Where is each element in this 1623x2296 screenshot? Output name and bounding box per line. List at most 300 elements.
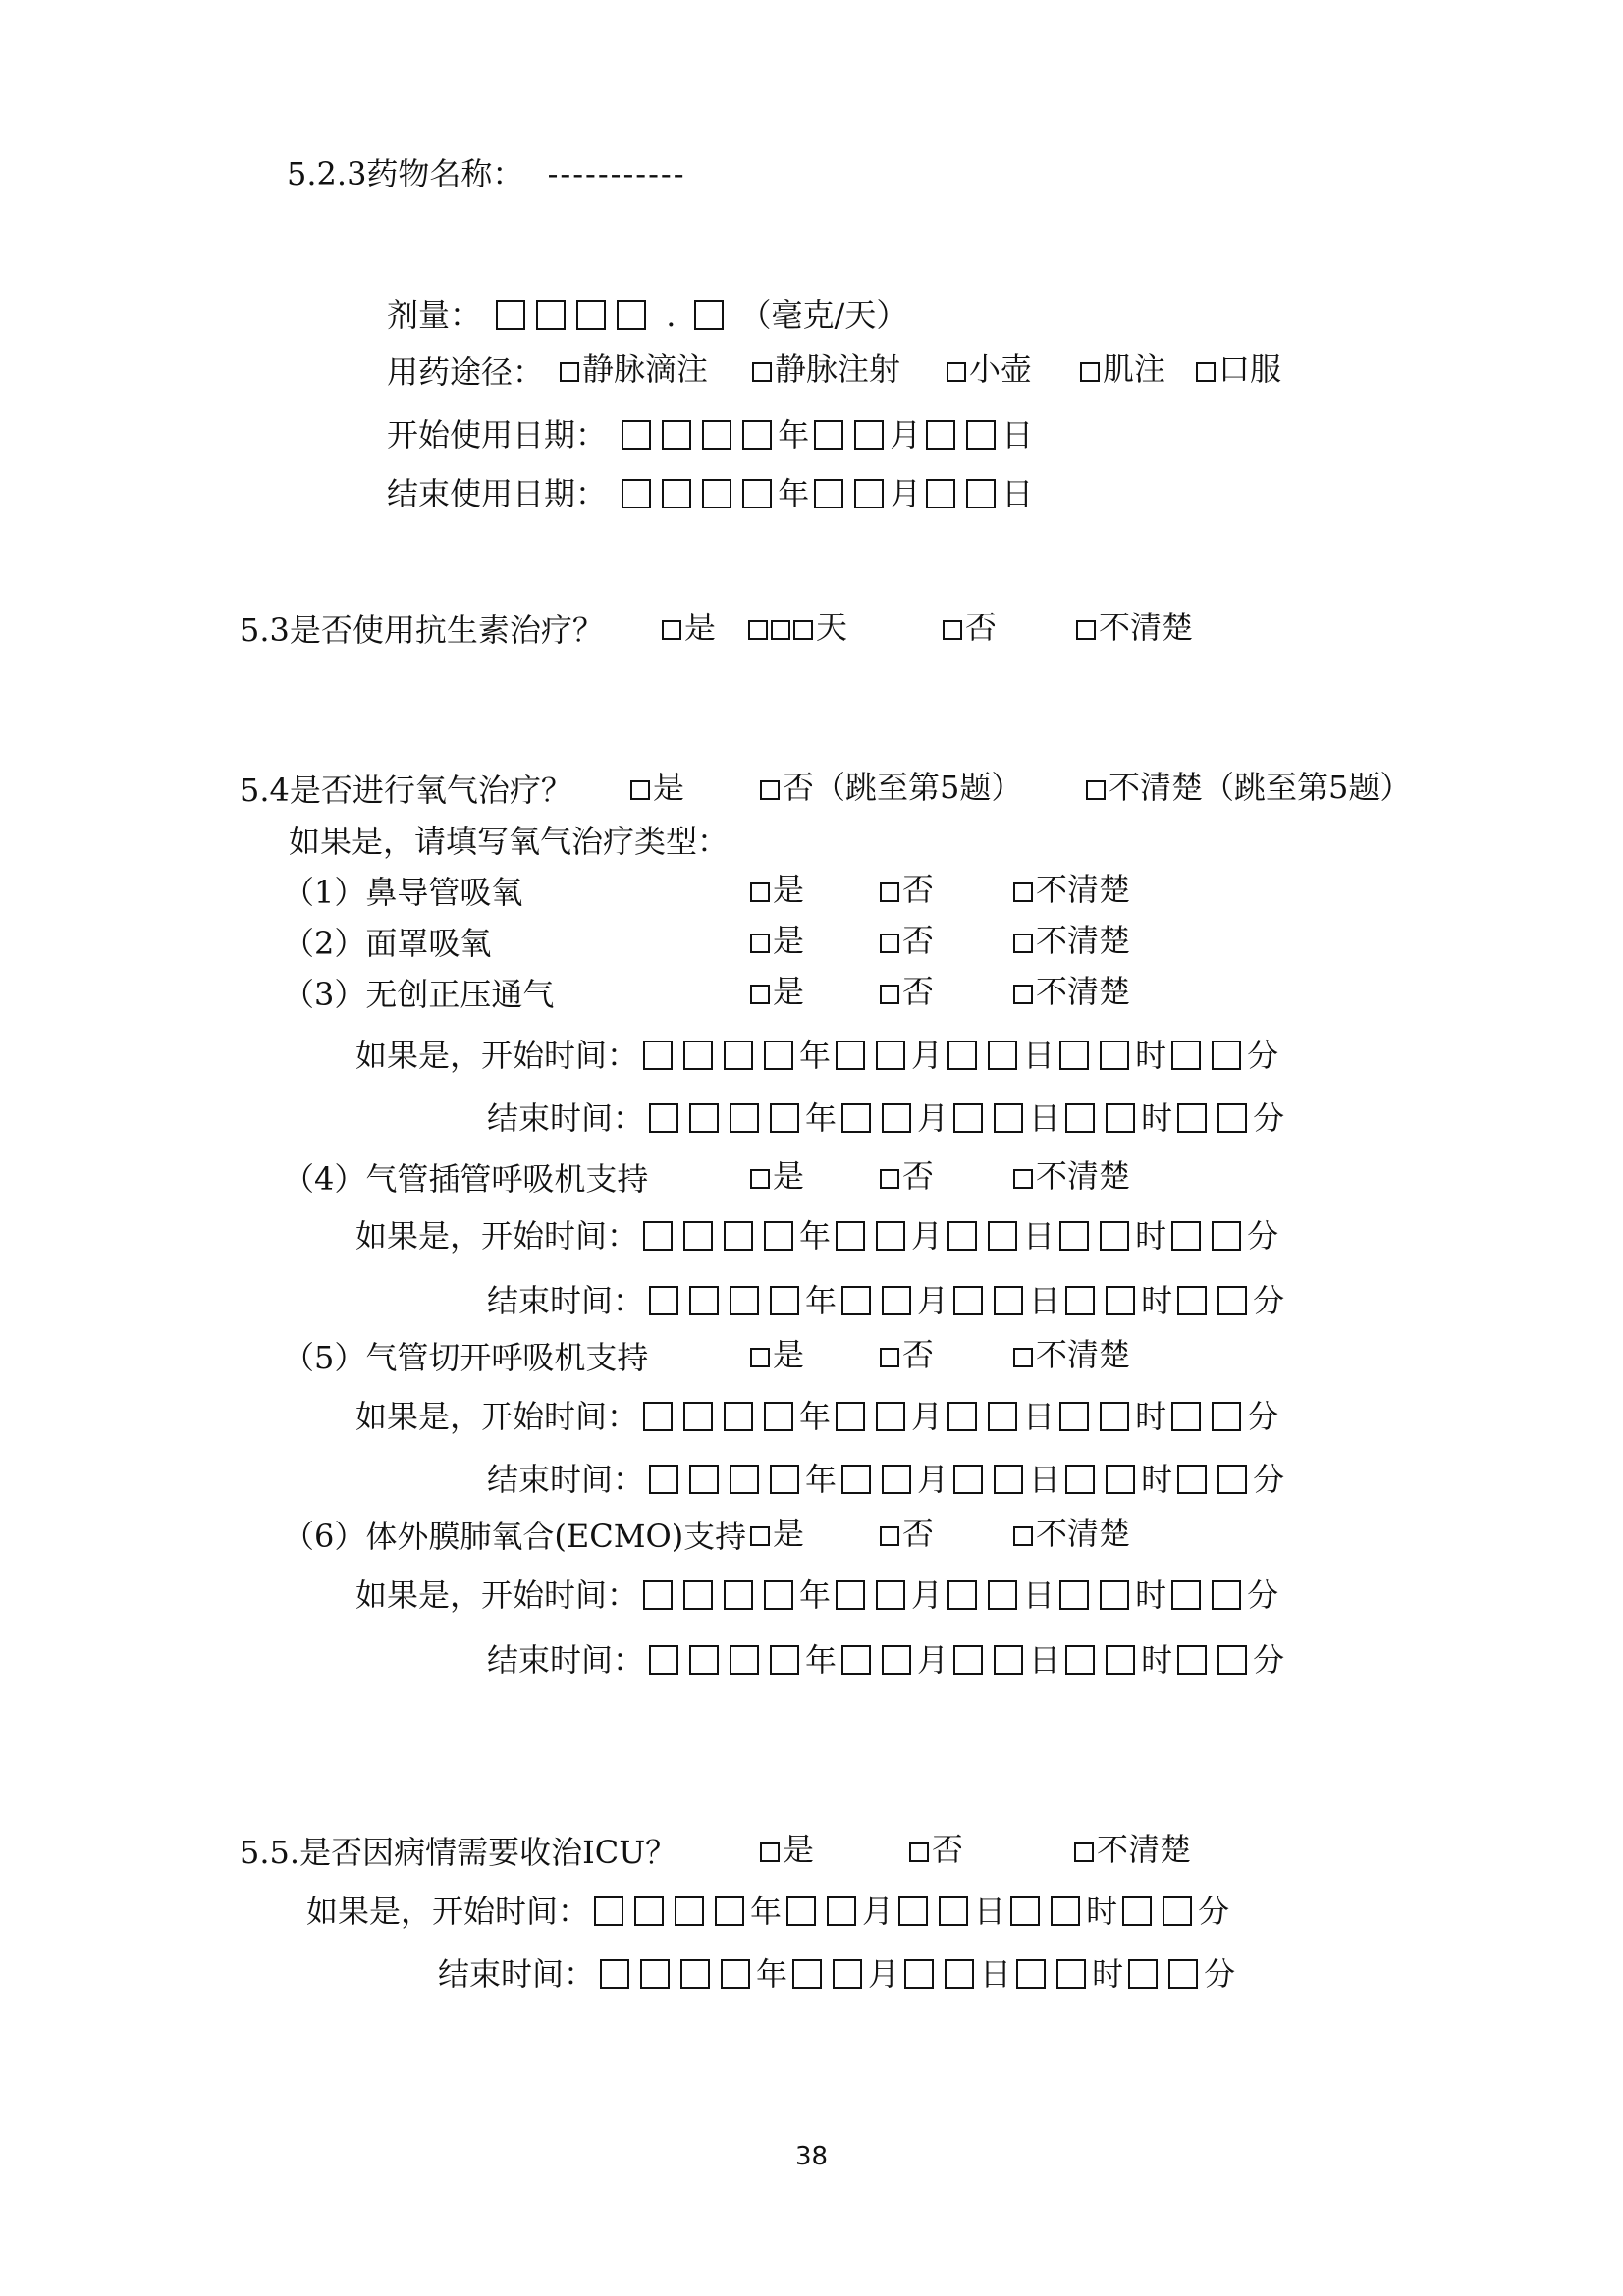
month-box[interactable] — [882, 1103, 911, 1133]
minute-unit: 分 — [1247, 1216, 1279, 1255]
year-unit: 年 — [778, 415, 810, 454]
dose-label: 剂量： — [387, 295, 482, 334]
year-box[interactable] — [724, 1580, 753, 1610]
month-box[interactable] — [792, 1959, 822, 1989]
hour-box[interactable] — [1016, 1959, 1046, 1989]
checkbox[interactable] — [880, 1169, 899, 1189]
year-box[interactable] — [764, 1221, 793, 1251]
minute-box[interactable] — [1217, 1465, 1247, 1494]
dose-digit-box[interactable] — [536, 300, 566, 330]
year-box[interactable] — [764, 1402, 793, 1431]
hour-unit: 时 — [1135, 1397, 1167, 1435]
minute-box[interactable] — [1177, 1103, 1207, 1133]
minute-box[interactable] — [1163, 1896, 1192, 1926]
minute-box[interactable] — [1171, 1402, 1201, 1431]
year-box[interactable] — [721, 1959, 750, 1989]
hour-box[interactable] — [1059, 1402, 1089, 1431]
time-label: 如果是，开始时间： — [306, 1892, 590, 1930]
route-option-small-pot[interactable]: 小壶 — [947, 349, 1032, 389]
oxygen-end-time-row — [487, 1457, 1284, 1499]
hour-box[interactable] — [1010, 1896, 1040, 1926]
year-box[interactable] — [683, 1402, 713, 1431]
year-box[interactable] — [730, 1286, 759, 1315]
checkbox[interactable] — [880, 985, 899, 1004]
route-option-iv-injection[interactable]: 静脉注射 — [752, 349, 900, 389]
time-label: 如果是，开始时间： — [355, 1216, 639, 1255]
checkbox[interactable] — [1013, 1348, 1033, 1367]
day-unit: 日 — [1001, 474, 1034, 512]
checkbox[interactable] — [1074, 1842, 1094, 1862]
year-box[interactable] — [724, 1221, 753, 1251]
minute-box[interactable] — [1217, 1286, 1247, 1315]
checkbox[interactable] — [909, 1842, 929, 1862]
checkbox[interactable] — [943, 620, 962, 640]
oxygen-type-no-option[interactable]: 否 — [880, 921, 934, 960]
year-box[interactable] — [683, 1580, 713, 1610]
checkbox[interactable] — [1086, 780, 1106, 800]
checkbox[interactable] — [1013, 934, 1033, 953]
year-unit: 年 — [799, 1575, 832, 1614]
oxygen-type-label: （5）气管切开呼吸机支持 — [283, 1338, 649, 1376]
year-unit: 年 — [750, 1892, 783, 1930]
drug-name-row — [287, 151, 686, 193]
day-box[interactable] — [966, 479, 996, 508]
checkbox[interactable] — [1196, 362, 1216, 382]
day-unit: 日 — [1023, 1036, 1055, 1074]
month-box[interactable] — [841, 1645, 871, 1675]
oxygen-type-label: （4）气管插管呼吸机支持 — [283, 1159, 649, 1198]
month-box[interactable] — [814, 479, 843, 508]
minute-box[interactable] — [1171, 1221, 1201, 1251]
oxygen-end-time-row — [487, 1278, 1284, 1320]
antibiotics-question: 5.3是否使用抗生素治疗？ — [240, 611, 604, 649]
month-box[interactable] — [876, 1402, 905, 1431]
day-box[interactable] — [926, 420, 955, 450]
day-box[interactable] — [947, 1221, 977, 1251]
oxygen-type-yes-option[interactable]: 是 — [750, 921, 804, 960]
hour-unit: 时 — [1141, 1640, 1173, 1679]
year-unit: 年 — [799, 1216, 832, 1255]
hour-box[interactable] — [1100, 1221, 1129, 1251]
year-unit: 年 — [805, 1640, 838, 1679]
dose-digit-box[interactable] — [576, 300, 606, 330]
minute-box[interactable] — [1217, 1645, 1247, 1675]
minute-box[interactable] — [1212, 1041, 1241, 1070]
oxygen-yes-option[interactable]: 是 — [630, 768, 684, 807]
oxygen-type-no-option[interactable]: 否 — [880, 1335, 934, 1374]
days-unit: 天 — [816, 609, 848, 646]
minute-box[interactable] — [1212, 1402, 1241, 1431]
month-box[interactable] — [882, 1645, 911, 1675]
checkbox[interactable] — [880, 934, 899, 953]
minute-box[interactable] — [1177, 1286, 1207, 1315]
day-unit: 日 — [1029, 1281, 1061, 1319]
oxygen-start-time-row — [355, 1213, 1278, 1255]
checkbox[interactable] — [760, 780, 780, 800]
hour-box[interactable] — [1065, 1286, 1095, 1315]
time-label: 结束时间： — [438, 1954, 596, 1993]
dose-unit: （毫克/天） — [739, 295, 908, 334]
oxygen-end-time-row — [487, 1095, 1284, 1138]
oxygen-type-unclear-option[interactable]: 不清楚 — [1013, 1514, 1130, 1553]
oxygen-type-yes-option[interactable]: 是 — [750, 870, 804, 909]
year-box[interactable] — [742, 420, 772, 450]
day-unit: 日 — [1029, 1098, 1061, 1137]
hour-unit: 时 — [1092, 1954, 1124, 1993]
checkbox[interactable] — [750, 1526, 770, 1546]
year-box[interactable] — [643, 1041, 673, 1070]
month-box[interactable] — [814, 420, 843, 450]
oxygen-type-no-option[interactable]: 否 — [880, 972, 934, 1011]
year-box[interactable] — [640, 1959, 670, 1989]
antibiotics-days-field[interactable] — [748, 608, 847, 647]
day-box[interactable] — [994, 1645, 1023, 1675]
year-box[interactable] — [662, 420, 691, 450]
year-unit: 年 — [805, 1460, 838, 1498]
month-box[interactable] — [882, 1465, 911, 1494]
year-box[interactable] — [622, 420, 651, 450]
day-unit: 日 — [1001, 415, 1034, 454]
checkbox[interactable] — [630, 780, 650, 800]
year-box[interactable] — [649, 1103, 678, 1133]
oxygen-type-yes-option[interactable]: 是 — [750, 1335, 804, 1374]
checkbox[interactable] — [750, 1348, 770, 1367]
day-unit: 日 — [980, 1954, 1012, 1993]
minute-box[interactable] — [1177, 1645, 1207, 1675]
minute-unit: 分 — [1253, 1281, 1285, 1319]
route-option-iv-drip[interactable]: 静脉滴注 — [560, 349, 708, 389]
month-box[interactable] — [876, 1221, 905, 1251]
hour-box[interactable] — [1100, 1580, 1129, 1610]
year-box[interactable] — [662, 479, 691, 508]
year-box[interactable] — [634, 1896, 664, 1926]
checkbox[interactable] — [560, 362, 579, 382]
year-box[interactable] — [689, 1286, 719, 1315]
month-unit: 月 — [890, 415, 922, 454]
day-box[interactable] — [953, 1103, 983, 1133]
day-box[interactable] — [947, 1041, 977, 1070]
checkbox[interactable] — [1013, 1526, 1033, 1546]
checkbox[interactable] — [880, 1348, 899, 1367]
month-box[interactable] — [854, 479, 884, 508]
minute-box[interactable] — [1212, 1580, 1241, 1610]
year-box[interactable] — [742, 479, 772, 508]
month-unit: 月 — [917, 1098, 949, 1137]
month-box[interactable] — [876, 1041, 905, 1070]
checkbox[interactable] — [752, 362, 772, 382]
checkbox[interactable] — [1013, 985, 1033, 1004]
oxygen-type-no-option[interactable]: 否 — [880, 870, 934, 909]
drug-start-date-label: 开始使用日期： — [387, 415, 608, 454]
year-box[interactable] — [702, 479, 731, 508]
hour-box[interactable] — [1059, 1041, 1089, 1070]
month-box[interactable] — [833, 1959, 862, 1989]
hour-box[interactable] — [1100, 1041, 1129, 1070]
year-box[interactable] — [622, 479, 651, 508]
day-box[interactable] — [994, 1465, 1023, 1494]
oxygen-type-instruction: 如果是，请填写氧气治疗类型： — [289, 822, 730, 860]
hour-box[interactable] — [1106, 1286, 1135, 1315]
day-unit: 日 — [1029, 1460, 1061, 1498]
minute-box[interactable] — [1171, 1041, 1201, 1070]
year-unit: 年 — [805, 1281, 838, 1319]
hour-box[interactable] — [1059, 1580, 1089, 1610]
year-box[interactable] — [764, 1580, 793, 1610]
oxygen-type-no-option[interactable]: 否 — [880, 1514, 934, 1553]
year-box[interactable] — [724, 1041, 753, 1070]
year-box[interactable] — [649, 1465, 678, 1494]
oxygen-type-no-option[interactable]: 否 — [880, 1156, 934, 1196]
icu-row — [240, 1830, 1192, 1872]
month-unit: 月 — [911, 1036, 944, 1074]
year-box[interactable] — [689, 1645, 719, 1675]
year-box[interactable] — [689, 1465, 719, 1494]
oxygen-start-time-row — [355, 1033, 1278, 1075]
oxygen-type-unclear-option[interactable]: 不清楚 — [1013, 1335, 1130, 1374]
oxygen-type-item — [283, 1156, 1131, 1199]
dose-digit-box[interactable] — [496, 300, 525, 330]
day-box[interactable] — [953, 1286, 983, 1315]
year-box[interactable] — [600, 1959, 629, 1989]
day-box[interactable] — [953, 1645, 983, 1675]
hour-box[interactable] — [1051, 1896, 1080, 1926]
hour-box[interactable] — [1065, 1645, 1095, 1675]
minute-box[interactable] — [1168, 1959, 1198, 1989]
icu-no-option[interactable]: 否 — [909, 1830, 963, 1869]
year-box[interactable] — [649, 1286, 678, 1315]
year-box[interactable] — [643, 1580, 673, 1610]
minute-box[interactable] — [1171, 1580, 1201, 1610]
minute-unit: 分 — [1204, 1954, 1236, 1993]
year-unit: 年 — [799, 1036, 832, 1074]
antibiotics-no-option[interactable]: 否 — [943, 608, 997, 647]
checkbox[interactable] — [750, 934, 770, 953]
year-box[interactable] — [764, 1041, 793, 1070]
year-box[interactable] — [730, 1645, 759, 1675]
hour-box[interactable] — [1106, 1103, 1135, 1133]
day-box[interactable] — [994, 1286, 1023, 1315]
hour-box[interactable] — [1106, 1645, 1135, 1675]
time-label: 结束时间： — [487, 1098, 645, 1137]
oxygen-end-time-row — [487, 1637, 1284, 1680]
hour-unit: 时 — [1135, 1036, 1167, 1074]
oxygen-type-unclear-option[interactable]: 不清楚 — [1013, 921, 1130, 960]
drug-start-date-row — [387, 412, 1033, 454]
checkbox[interactable] — [1013, 1169, 1033, 1189]
oxygen-type-unclear-option[interactable]: 不清楚 — [1013, 972, 1130, 1011]
day-box[interactable] — [988, 1221, 1017, 1251]
oxygen-type-unclear-option[interactable]: 不清楚 — [1013, 1156, 1130, 1196]
minute-unit: 分 — [1253, 1640, 1285, 1679]
icu-end-time-row — [438, 1951, 1235, 1994]
oxygen-type-item — [283, 1335, 1131, 1377]
year-box[interactable] — [730, 1103, 759, 1133]
checkbox[interactable] — [750, 1169, 770, 1189]
oxygen-type-yes-option[interactable]: 是 — [750, 972, 804, 1011]
oxygen-type-label: （6）体外膜肺氧合(ECMO)支持 — [283, 1517, 747, 1555]
year-box[interactable] — [715, 1896, 744, 1926]
hour-unit: 时 — [1141, 1281, 1173, 1319]
year-unit: 年 — [799, 1397, 832, 1435]
year-box[interactable] — [770, 1645, 799, 1675]
year-box[interactable] — [675, 1896, 704, 1926]
day-digit-box[interactable] — [771, 620, 790, 640]
year-box[interactable] — [683, 1041, 713, 1070]
day-digit-box[interactable] — [793, 620, 813, 640]
checkbox[interactable] — [947, 362, 966, 382]
hour-box[interactable] — [1056, 1959, 1086, 1989]
month-box[interactable] — [882, 1286, 911, 1315]
year-unit: 年 — [778, 474, 810, 512]
minute-unit: 分 — [1247, 1397, 1279, 1435]
dose-digit-box[interactable] — [617, 300, 646, 330]
minute-box[interactable] — [1122, 1896, 1152, 1926]
icu-yes-option[interactable]: 是 — [760, 1830, 814, 1869]
year-box[interactable] — [702, 420, 731, 450]
day-box[interactable] — [953, 1465, 983, 1494]
oxygen-type-label: （2）面罩吸氧 — [283, 924, 492, 962]
time-label: 结束时间： — [487, 1281, 645, 1319]
month-box[interactable] — [854, 420, 884, 450]
drug-end-date-row — [387, 471, 1033, 513]
day-box[interactable] — [947, 1402, 977, 1431]
hour-unit: 时 — [1141, 1460, 1173, 1498]
drug-name-blank[interactable]: ----------- — [547, 154, 686, 192]
oxygen-type-item — [283, 1514, 1131, 1556]
year-box[interactable] — [770, 1465, 799, 1494]
checkbox[interactable] — [750, 882, 770, 902]
antibiotics-unclear-option[interactable]: 不清楚 — [1076, 608, 1193, 647]
route-option-oral[interactable]: 口服 — [1196, 349, 1281, 389]
route-row — [387, 349, 1282, 392]
year-box[interactable] — [594, 1896, 623, 1926]
oxygen-type-item — [283, 921, 1131, 963]
day-unit: 日 — [1023, 1397, 1055, 1435]
month-unit: 月 — [917, 1640, 949, 1679]
oxygen-unclear-option[interactable]: 不清楚（跳至第5题） — [1086, 768, 1411, 807]
month-box[interactable] — [836, 1221, 865, 1251]
hour-box[interactable] — [1065, 1103, 1095, 1133]
oxygen-therapy-question: 5.4是否进行氧气治疗？ — [240, 771, 572, 809]
year-box[interactable] — [724, 1402, 753, 1431]
hour-unit: 时 — [1086, 1892, 1118, 1930]
hour-box[interactable] — [1106, 1465, 1135, 1494]
time-label: 结束时间： — [487, 1640, 645, 1679]
day-box[interactable] — [898, 1896, 928, 1926]
day-box[interactable] — [966, 420, 996, 450]
month-unit: 月 — [890, 474, 922, 512]
oxygen-start-time-row — [355, 1573, 1278, 1615]
day-box[interactable] — [939, 1896, 968, 1926]
drug-name-label: 5.2.3药物名称： — [287, 154, 524, 192]
month-box[interactable] — [836, 1041, 865, 1070]
year-box[interactable] — [643, 1221, 673, 1251]
oxygen-no-option[interactable]: 否（跳至第5题） — [760, 768, 1022, 807]
year-box[interactable] — [770, 1103, 799, 1133]
year-box[interactable] — [689, 1103, 719, 1133]
month-box[interactable] — [841, 1103, 871, 1133]
time-label: 如果是，开始时间： — [355, 1036, 639, 1074]
checkbox[interactable] — [760, 1842, 780, 1862]
day-digit-box[interactable] — [748, 620, 768, 640]
day-box[interactable] — [945, 1959, 974, 1989]
minute-unit: 分 — [1253, 1460, 1285, 1498]
year-box[interactable] — [730, 1465, 759, 1494]
checkbox[interactable] — [662, 620, 681, 640]
day-box[interactable] — [988, 1580, 1017, 1610]
year-box[interactable] — [643, 1402, 673, 1431]
minute-unit: 分 — [1253, 1098, 1285, 1137]
minute-box[interactable] — [1177, 1465, 1207, 1494]
route-label: 用药途径： — [387, 352, 545, 391]
hour-unit: 时 — [1135, 1216, 1167, 1255]
day-box[interactable] — [994, 1103, 1023, 1133]
month-box[interactable] — [841, 1286, 871, 1315]
minute-box[interactable] — [1217, 1103, 1247, 1133]
day-box[interactable] — [904, 1959, 934, 1989]
oxygen-start-time-row — [355, 1394, 1278, 1436]
dose-row — [387, 293, 907, 335]
oxygen-type-yes-option[interactable]: 是 — [750, 1156, 804, 1196]
dose-digit-box[interactable] — [694, 300, 724, 330]
minute-unit: 分 — [1198, 1892, 1230, 1930]
month-box[interactable] — [786, 1896, 816, 1926]
checkbox[interactable] — [1013, 882, 1033, 902]
day-box[interactable] — [926, 479, 955, 508]
checkbox[interactable] — [880, 882, 899, 902]
year-box[interactable] — [770, 1286, 799, 1315]
month-box[interactable] — [827, 1896, 856, 1926]
day-box[interactable] — [988, 1402, 1017, 1431]
oxygen-type-unclear-option[interactable]: 不清楚 — [1013, 870, 1130, 909]
hour-box[interactable] — [1059, 1221, 1089, 1251]
month-box[interactable] — [836, 1580, 865, 1610]
hour-unit: 时 — [1135, 1575, 1167, 1614]
hour-unit: 时 — [1141, 1098, 1173, 1137]
month-box[interactable] — [836, 1402, 865, 1431]
icu-question: 5.5.是否因病情需要收治ICU？ — [240, 1833, 677, 1871]
year-box[interactable] — [683, 1221, 713, 1251]
day-unit: 日 — [1023, 1216, 1055, 1255]
day-box[interactable] — [947, 1580, 977, 1610]
minute-box[interactable] — [1128, 1959, 1158, 1989]
oxygen-type-yes-option[interactable]: 是 — [750, 1514, 804, 1553]
checkbox[interactable] — [1080, 362, 1100, 382]
antibiotics-row — [240, 608, 1194, 650]
month-box[interactable] — [876, 1580, 905, 1610]
year-unit: 年 — [756, 1954, 788, 1993]
month-unit: 月 — [917, 1281, 949, 1319]
time-label: 如果是，开始时间： — [355, 1397, 639, 1435]
day-box[interactable] — [988, 1041, 1017, 1070]
antibiotics-yes-option[interactable]: 是 — [662, 608, 716, 647]
time-label: 如果是，开始时间： — [355, 1575, 639, 1614]
route-option-intramuscular[interactable]: 肌注 — [1080, 349, 1165, 389]
year-box[interactable] — [649, 1645, 678, 1675]
checkbox[interactable] — [1076, 620, 1096, 640]
checkbox[interactable] — [880, 1526, 899, 1546]
icu-unclear-option[interactable]: 不清楚 — [1074, 1830, 1191, 1869]
month-unit: 月 — [911, 1216, 944, 1255]
oxygen-type-item — [283, 870, 1131, 912]
checkbox[interactable] — [750, 985, 770, 1004]
month-box[interactable] — [841, 1465, 871, 1494]
year-box[interactable] — [680, 1959, 710, 1989]
minute-box[interactable] — [1212, 1221, 1241, 1251]
hour-box[interactable] — [1065, 1465, 1095, 1494]
hour-box[interactable] — [1100, 1402, 1129, 1431]
oxygen-type-label: （1）鼻导管吸氧 — [283, 873, 523, 911]
